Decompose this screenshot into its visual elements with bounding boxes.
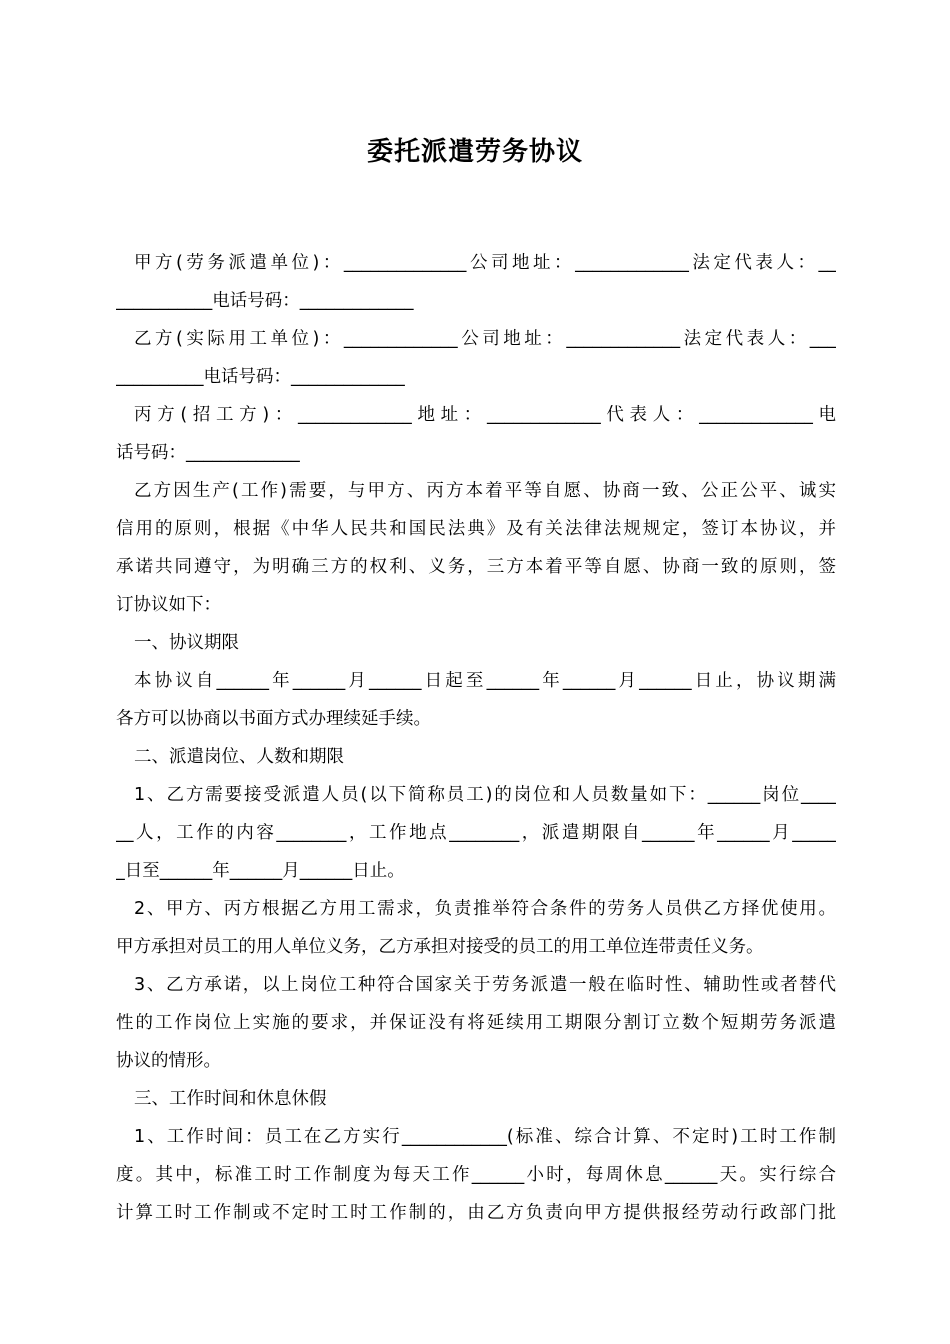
text-line: __________电话号码：_____________ [116,367,405,387]
text-line: ___________电话号码：_____________ [116,291,414,311]
text-line: 二、派遣岗位、人数和期限 [134,747,344,767]
text-line: 信用的原则，根据《中华人民共和国民法典》及有关法律法规规定，签订本协议，并 [116,519,836,539]
document-body [116,244,836,1232]
document-title: 委托派遣劳务协议 [366,137,583,167]
text-line: 各方可以协商以书面方式办理续延手续。 [116,709,431,729]
text-line: 本协议自______年______月______日起至______年______月______日止，协议期满 [134,671,836,691]
text-line: 乙方(实际用工单位)：_____________公司地址：_____________法定代表人：___ [134,329,836,349]
text-line: 2、甲方、丙方根据乙方用工需求，负责推举符合条件的劳务人员供乙方择优使用。 [134,899,836,919]
text-line: _日至______年______月______日止。 [116,861,405,881]
text-line: 甲方承担对员工的用人单位义务，乙方承担对接受的员工的用工单位连带责任义务。 [116,937,764,957]
text-line: 一、协议期限 [134,633,239,653]
text-line: 乙方因生产(工作)需要，与甲方、丙方本着平等自愿、协商一致、公正公平、诚实 [134,481,836,501]
text-line: 1、工作时间：员工在乙方实行____________(标准、综合计算、不定时)工时工作制 [134,1127,836,1147]
text-line: 计算工时工作制或不定时工时工作制的，由乙方负责向甲方提供报经劳动行政部门批 [116,1203,836,1223]
text-line: 三、工作时间和休息休假 [134,1089,327,1109]
text-line: 话号码：_____________ [116,443,300,463]
text-line: 1、乙方需要接受派遣人员(以下简称员工)的岗位和人员数量如下：______岗位____ [134,785,836,805]
text-line: 度。其中，标准工时工作制度为每天工作______小时，每周休息______天。实行综合 [116,1165,836,1185]
text-line: 丙方(招工方)：_____________地址：_____________代表人：_____________电 [134,405,836,425]
text-line: 性的工作岗位上实施的要求，并保证没有将延续用工期限分割订立数个短期劳务派遣 [116,1013,836,1033]
text-line: 订协议如下： [116,595,221,615]
text-line: 协议的情形。 [116,1051,221,1071]
text-line: 甲方(劳务派遣单位)：______________公司地址：_____________法定代表人：__ [134,253,836,273]
text-line: 3、乙方承诺，以上岗位工种符合国家关于劳务派遣一般在临时性、辅助性或者替代 [134,975,836,995]
text-line: __人，工作的内容________，工作地点________，派遣期限自______年______月_____ [116,823,836,843]
text-line: 承诺共同遵守，为明确三方的权利、义务，三方本着平等自愿、协商一致的原则，签 [116,557,836,577]
